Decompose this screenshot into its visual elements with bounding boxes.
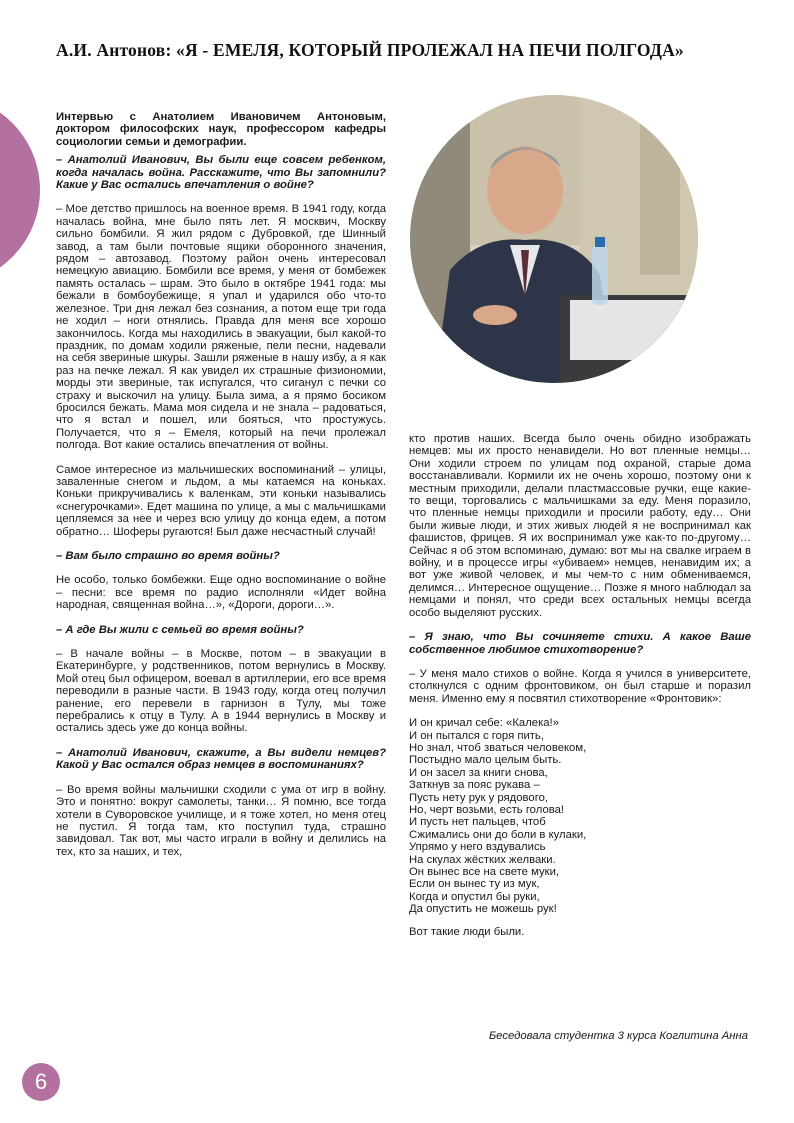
poem-line: На скулах жёстких желваки. <box>409 853 556 866</box>
answer-paragraph: Самое интересное из мальчишеских воспоминаний – улицы, заваленные снегом и льдом, а мы катаемся на коньках. Коньки прикручивались к валенкам, эти коньки назывались «снегурочками». Едет машина по улице, а мы с мальчишками цепляемся за нее и через всю улицу до конца едем, а потом обратно… Шоферы ругаются! Был даже несчастный случай! <box>56 463 386 538</box>
question-paragraph: – Анатолий Иванович, Вы были еще совсем ребенком, когда началась война. Расскажите, что Вы запомнили? Какие у Вас остались впечатления о войне? <box>56 154 386 192</box>
answer-paragraph: – У меня мало стихов о войне. Когда я учился в университете, столкнулся с одним фронтовиком, он был старше и поразил меня. Именно ему я посвятил стихотворение «Фронтовик»: <box>409 667 751 705</box>
poem-line: Заткнув за пояс рукава – <box>409 779 540 792</box>
question-paragraph: – Я знаю, что Вы сочиняете стихи. А какое Ваше собственное любимое стихотворение? <box>409 631 751 656</box>
answer-paragraph: Не особо, только бомбежки. Еще одно воспоминание о войне – песни: все время по радио исполняли «Идет война народная, священная война…», «Дороги, дороги…». <box>56 574 386 612</box>
poem-line: Пусть нету рук у рядового, <box>409 791 548 804</box>
question-paragraph: – Анатолий Иванович, скажите, а Вы видели немцев? Какой у Вас остался образ немцев в воспоминаниях? <box>56 746 386 772</box>
poem-line: И он засел за книги снова, <box>409 766 548 779</box>
page-number: 6 <box>22 1063 60 1101</box>
interview-photo <box>410 95 698 383</box>
answer-paragraph: – В начале войны – в Москве, потом – в эвакуации в Екатеринбурге, у родственников, потом вернулись в Москву. Мой отец был офицером, воевал в артиллерии, его все время переводили в разные части. В 1943 году, когда отец получил ранение, его перевели в гарнизон в Тулу, мы тоже перебрались к отцу в Тулу. А в 1944 вернулись в Москву и остались здесь уже до конца войны. <box>56 648 386 735</box>
poem <box>409 717 751 916</box>
poem-line: Но, черт возьми, есть голова! <box>409 803 565 816</box>
decorative-circle <box>0 95 40 285</box>
author-credit: Беседовала студентка 3 курса Коглитина Анна <box>488 1030 748 1042</box>
poem-line: Сжимались они до боли в кулаки, <box>409 828 587 841</box>
left-column <box>56 111 386 870</box>
poem-line: И он кричал себе: «Калека!» <box>409 717 559 730</box>
poem-line: И он пытался с горя пить, <box>409 729 544 742</box>
answer-paragraph: – Во время войны мальчишки сходили с ума от игр в войну. Это и понятно: вокруг самолеты, танки… Я помню, все тогда хотели в Суворовское училище, и я тоже хотел, но меня отец не пустил. Я тогда там, кто поступил туда, страшно завидовал. Так вот, мы часто играли в войну и делились на тех, кто за наших, и тех, <box>56 783 386 858</box>
poem-line: Да опустить не можешь рук! <box>409 903 557 916</box>
closing-line: Вот такие люди были. <box>409 925 525 938</box>
answer-paragraph: – Мое детство пришлось на военное время. В 1941 году, когда началась война, мне было пять лет. Я москвич, Москву сильно бомбили. Я жил рядом с Дубровкой, где Шинный завод, а там были почтовые ящики оборонного значения, рядом – автозавод. Поэтому район очень интересовал немецкую авиацию. Бомбили все время, у меня от бомбежек память осталась – шрам. Это было в октябре 1941 года: мы бежали в бомбоубежище, я упал и ударился обо что-то железное. Три дня лежал без сознания, а потом еще три года не ходил – ноги отнялись. Правда для меня все хорошо закончилось. Когда мы находились в эвакуации, был какой-то праздник, по домам ходили ряженые, пели песни, надевали на себя звериные шкуры. Зашли ряженые в нашу избу, а я как раз на печке лежал. Я как увидел их страшные физиономии, морды эти звериные, так испугался, что сиганул с печки со страху и выскочил на улицу. Была зима, а я прямо босиком бросился бежать. Мама моя сидела и не знала – радоваться, что я встал и пошел, или бояться, что простужусь. Получается, что я – Емеля, который на печи пролежал полгода. Вот какие остались впечатления от войны. <box>56 203 386 452</box>
right-column <box>409 433 751 950</box>
poem-line: Постыдно мало целым быть. <box>409 754 562 767</box>
page-title: А.И. Антонов: «Я - ЕМЕЛЯ, КОТОРЫЙ ПРОЛЕЖАЛ НА ПЕЧИ ПОЛГОДА» <box>56 40 684 60</box>
question-paragraph: – Вам было страшно во время войны? <box>56 550 280 562</box>
poem-line: Но знал, чтоб зваться человеком, <box>409 741 587 754</box>
intro-text: Интервью с Анатолием Ивановичем Антоновым, доктором философских наук, профессором кафедры социологии семьи и демографии. <box>56 111 386 148</box>
poem-line: Если он вынес ту из мук, <box>409 878 540 891</box>
poem-line: Упрямо у него вздувались <box>409 841 546 854</box>
poem-line: И пусть нет пальцев, чтоб <box>409 816 546 829</box>
answer-paragraph: кто против наших. Всегда было очень обидно изображать немцев: мы их просто ненавидели. Но вот пленные немцы… Они ходили строем по улицам под охраной, старые дома восстанавливали. Кормили их не очень хорошо, поэтому они к местным приходили, делали пластмассовые ручки, еще какие-то вещи, торговались с мальчишками за еду. Меня поразило, что пленные немцы приходили и просили работу, еду… Они были живые люди, и этих живых людей я не воспринимал как фашистов, фрицев. Я их воспринимал уже как-то по-другому… Сейчас я об этом вспоминаю, думаю: вот мы на свалке играем в войну, и в процессе игры «убиваем» немцев, ненавидим их; а вот уже живой человек, и мы чем-то с ним обмениваемся, делимся… Интересное ощущение… Позже я много наблюдал за немцами и понял, что среди всех остальных немцы всегда особо выделяют русских. <box>409 433 751 619</box>
poem-line: Когда и опустил бы руки, <box>409 890 540 903</box>
poem-line: Он вынес все на свете муки, <box>409 866 560 878</box>
question-paragraph: – А где Вы жили с семьей во время войны? <box>56 623 304 636</box>
